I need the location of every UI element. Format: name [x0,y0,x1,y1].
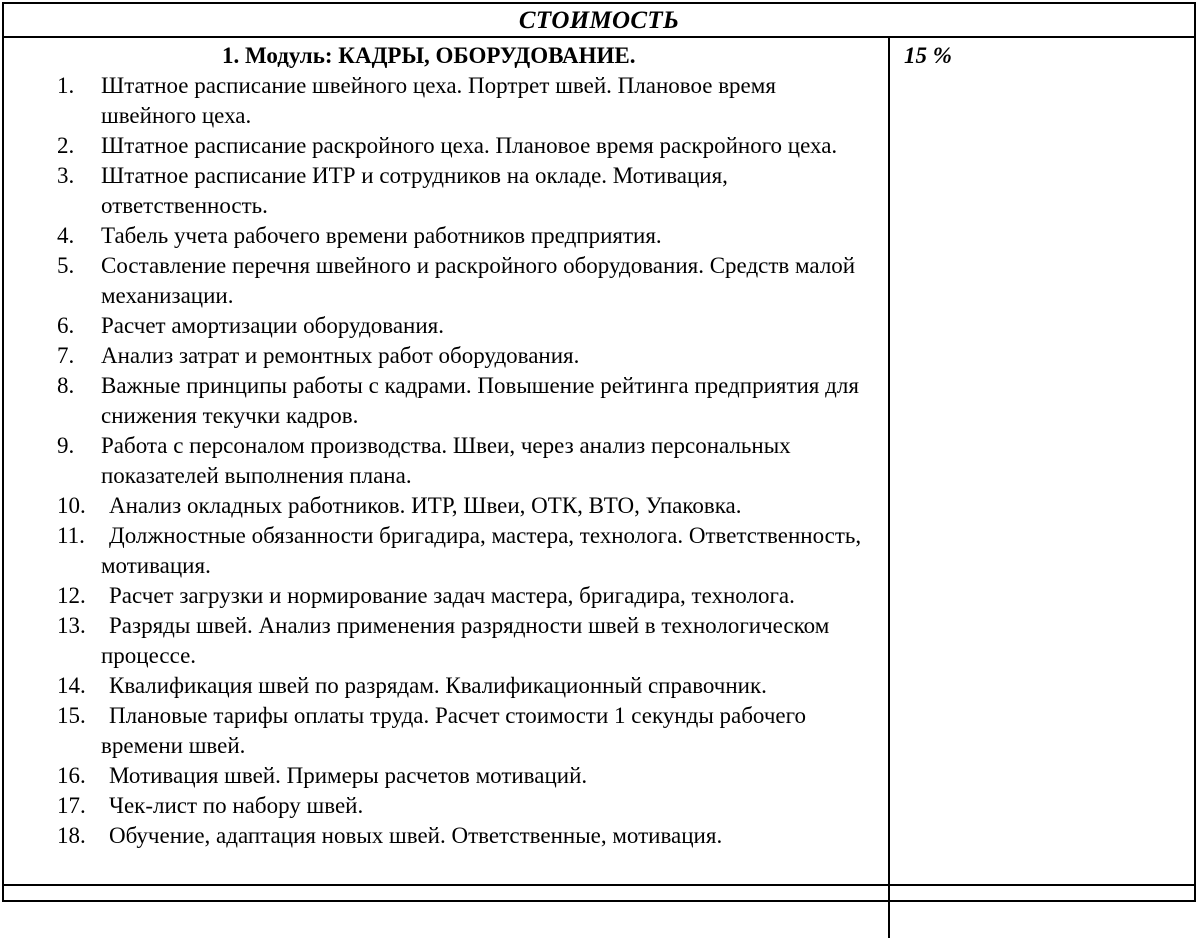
list-item-text: Чек-лист по набору швей. [109,793,364,818]
list-item-text: Анализ окладных работников. ИТР, Швеи, ОТК, ВТО, Упаковка. [109,493,742,518]
list-item [4,821,871,851]
list-item [4,311,871,341]
list-item-text: Должностные обязанности бригадира, мастера, технолога. Ответственность, мотивация. [101,523,862,578]
list-item-text: Квалификация швей по разрядам. Квалификационный справочник. [109,673,767,698]
module-title: 1. Модуль: КАДРЫ, ОБОРУДОВАНИЕ. [222,43,636,68]
list-item [4,611,871,671]
list-item-number: 4. [57,223,75,248]
list-item [4,131,871,161]
list-item [4,491,871,521]
list-item-number: 9. [57,433,75,458]
list-item [4,431,871,491]
table-header-row [4,4,1194,38]
table-header-title: СТОИМОСТЬ [518,7,680,34]
list-item-number: 2. [57,133,75,158]
list-item [4,521,871,581]
list-item [4,701,871,761]
list-item-number: 10. [57,493,86,518]
list-item-number: 5. [57,253,75,278]
list-item-number: 16. [57,763,86,788]
list-item-text: Составление перечня швейного и раскройного оборудования. Средств малой механизации. [101,253,856,308]
list-item-number: 7. [57,343,75,368]
list-item-text: Плановые тарифы оплаты труда. Расчет стоимости 1 секунды рабочего времени швей. [101,703,806,758]
list-item-number: 6. [57,313,75,338]
document-table [2,2,1196,902]
list-item-text: Штатное расписание швейного цеха. Портрет швей. Плановое время швейного цеха. [101,73,776,128]
list-item [4,341,871,371]
list-item-text: Расчет амортизации оборудования. [101,313,444,338]
list-item-number: 8. [57,373,75,398]
list-item [4,161,871,221]
module-topic-list [4,71,884,851]
list-item-text: Мотивация швей. Примеры расчетов мотиваций. [109,763,588,788]
list-item-text: Обучение, адаптация новых швей. Ответственные, мотивация. [109,823,723,848]
list-item [4,371,871,431]
list-item-number: 1. [57,73,75,98]
list-item-text: Табель учета рабочего времени работников предприятия. [101,223,662,248]
list-item-text: Разряды швей. Анализ применения разрядности швей в технологическом процессе. [101,613,830,668]
module-cost-cell [890,38,1196,888]
module-content-cell [4,38,888,888]
list-item-number: 14. [57,673,86,698]
list-item [4,71,871,131]
list-item [4,791,871,821]
list-item-number: 17. [57,793,86,818]
list-item [4,581,871,611]
module-percent: 15 % [904,43,952,68]
list-item [4,221,871,251]
list-item-text: Расчет загрузки и нормирование задач мастера, бригадира, технолога. [109,583,795,608]
list-item-text: Важные принципы работы с кадрами. Повышение рейтинга предприятия для снижения текучки кадров. [101,373,859,428]
list-item-text: Штатное расписание ИТР и сотрудников на окладе. Мотивация, ответственность. [101,163,728,218]
list-item [4,761,871,791]
list-item-number: 18. [57,823,86,848]
list-item [4,671,871,701]
list-item-number: 15. [57,703,86,728]
list-item-number: 13. [57,613,86,638]
list-item-text: Работа с персоналом производства. Швеи, через анализ персональных показателей выполнения плана. [101,433,791,488]
list-item-number: 3. [57,163,75,188]
list-item-number: 12. [57,583,86,608]
list-item [4,251,871,311]
list-item-number: 11. [57,523,85,548]
list-item-text: Анализ затрат и ремонтных работ оборудования. [101,343,580,368]
list-item-text: Штатное расписание раскройного цеха. Плановое время раскройного цеха. [101,133,838,158]
